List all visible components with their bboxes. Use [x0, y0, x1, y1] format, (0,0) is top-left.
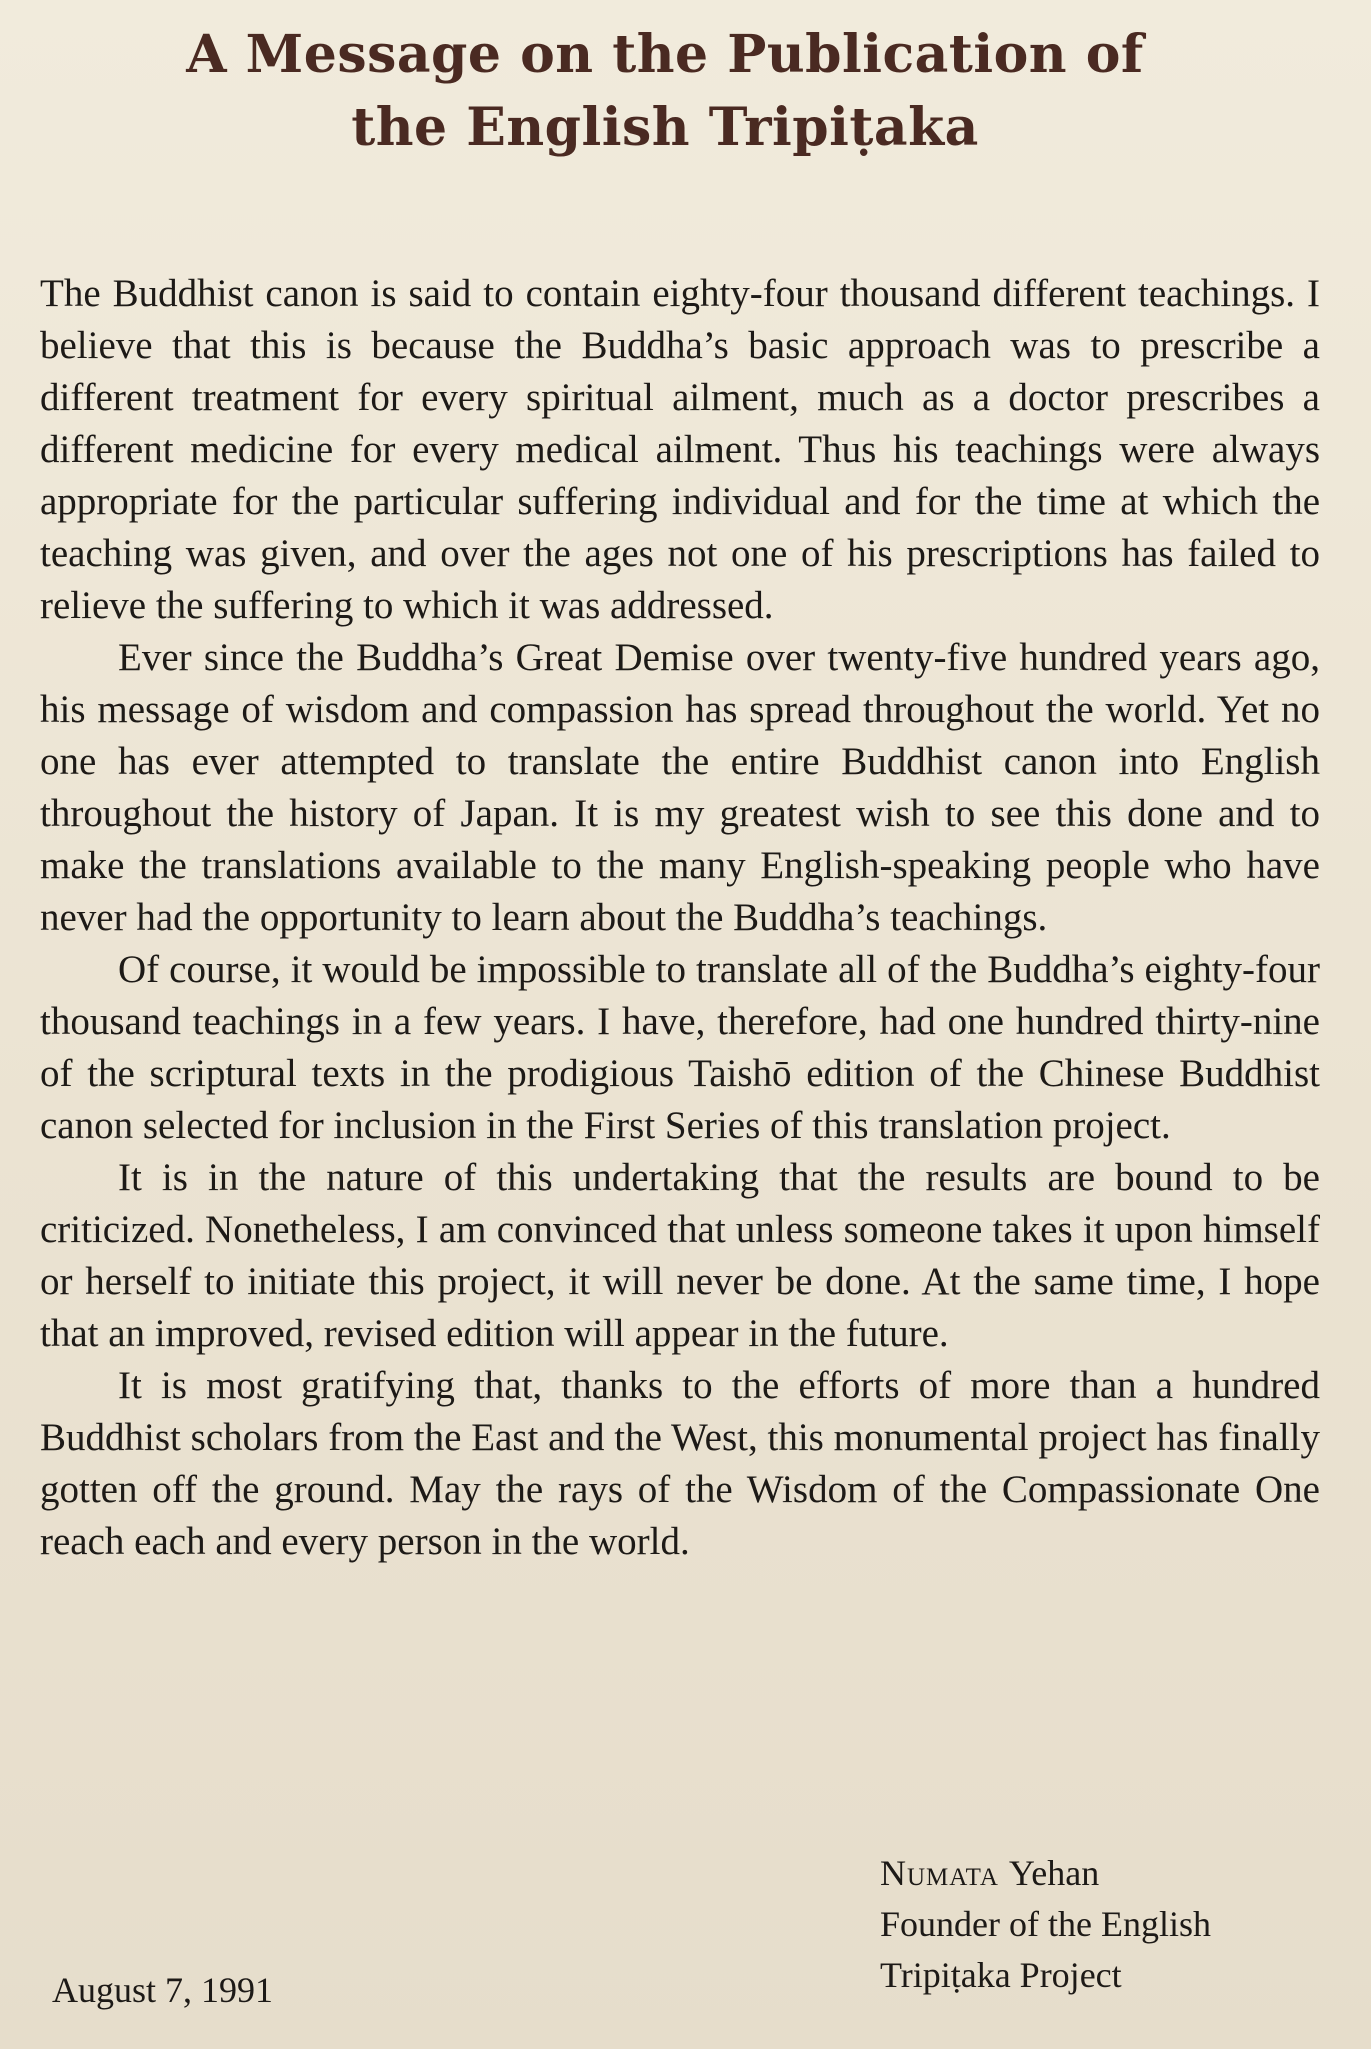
signatory-given-name: Yehan — [1008, 1853, 1100, 1893]
signatory-role-line-1: Founder of the English — [880, 1904, 1211, 1944]
signatory-surname: Numata — [880, 1853, 999, 1893]
page-title — [0, 18, 1330, 164]
message-date: August 7, 1991 — [52, 1970, 274, 2010]
paragraph-2: Ever since the Buddha’s Great Demise over twenty-five hundred years ago, his message of wisdom and compassion has spread throughout the world. Yet no one has ever attempted to translate the entire Buddhist canon into English throughout the history of Japan. It is my greatest wish to see this done and to make the translations available to the many English-speaking people who have never had the opportunity to learn about the Buddha’s teachings. — [40, 636, 1320, 939]
signatory-role-line-2: Tripiṭaka Project — [880, 1955, 1122, 1995]
paragraph-3: Of course, it would be impossible to translate all of the Buddha’s eighty-four thousand teachings in a few years. I have, therefore, had one hundred thirty-nine of the scriptural texts in the prodigious Taishō edition of the Chinese Buddhist canon selected for inclusion in the First Series of this translation project. — [40, 948, 1320, 1147]
signature-block — [880, 1848, 1211, 2001]
paragraph-1: The Buddhist canon is said to contain eighty-four thousand different teachings. I believe that this is because the Buddha’s basic approach was to prescribe a different treatment for every spiritual ailment, much as a doctor prescribes a different medicine for every medical ailment. Thus his teachings were always appropriate for the particular suffering individual and for the time at which the teaching was given, and over the ages not one of his prescriptions has failed to relieve the suffering to which it was addressed. — [40, 272, 1320, 627]
paragraph-4: It is in the nature of this undertaking that the results are bound to be criticized. Nonetheless, I am convinced that unless someone takes it upon himself or herself to initiate this project, it will never be done. At the same time, I hope that an improved, revised edition will appear in the future. — [40, 1156, 1320, 1355]
title-line-1: A Message on the Publication of — [186, 24, 1144, 85]
paragraph-5: It is most gratifying that, thanks to the efforts of more than a hundred Buddhist scholars from the East and the West, this monumental project has finally gotten off the ground. May the rays of the Wisdom of the Compassionate One reach each and every person in the world. — [40, 1364, 1320, 1563]
signatory-name — [880, 1848, 1211, 1899]
message-body — [40, 268, 1320, 1568]
title-line-2: the English Tripiṭaka — [351, 97, 979, 158]
